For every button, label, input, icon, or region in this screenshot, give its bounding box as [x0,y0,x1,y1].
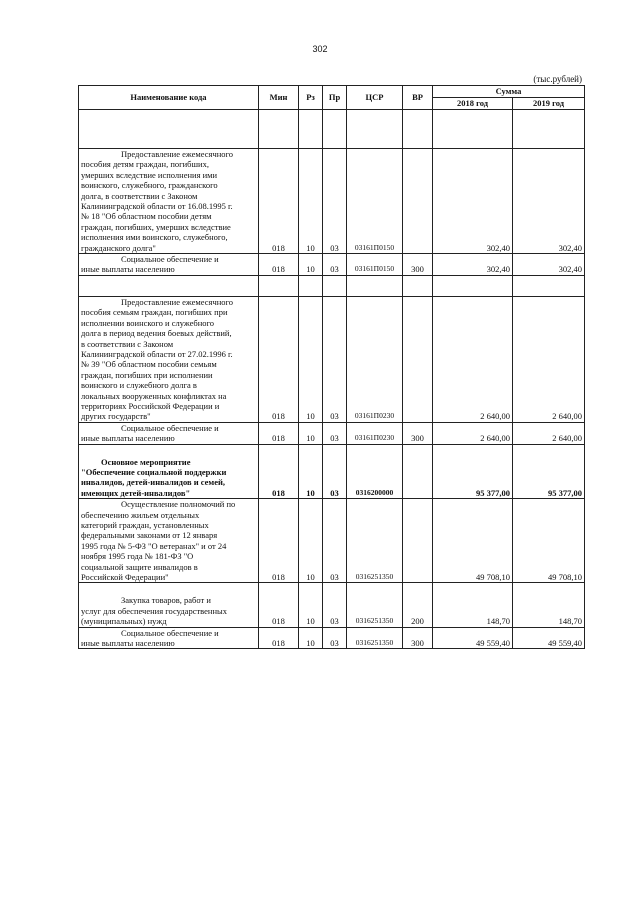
row-name: Предоставление ежемесячного пособия детям граждан, погибших, умерших вследствие исполнения ими воинского, служебного, гражданского долга, в соответствии с Законом Калининградской области от 16.08.1995 г. № 18 "Об областном пособии детям граждан, погибших, умерших вследствие исполнения ими воинского, служебного, гражданского долга" [79,149,259,254]
row-min: 018 [259,499,299,583]
table-row [79,583,585,627]
row-2018: 95 377,00 [433,444,513,499]
row-name: Основное мероприятие "Обеспечение социальной поддержки инвалидов, детей-инвалидов и семей, имеющих детей-инвалидов" [79,444,259,499]
row-2019: 302,40 [513,149,585,254]
row-pr: 03 [323,627,347,649]
row-name: Осуществление полномочий по обеспечению жильем отдельных категорий граждан, установленных федеральными законами от 12 января 1995 года № 5-ФЗ "О ветеранах" и от 24 ноября 1995 года № 181-ФЗ "О социальной защите инвалидов в Российской Федерации" [79,499,259,583]
row-min: 018 [259,149,299,254]
row-csr: 03161П0230 [347,422,403,444]
row-2019: 49 559,40 [513,627,585,649]
row-min: 018 [259,627,299,649]
row-min: 018 [259,422,299,444]
row-vr: 300 [403,422,433,444]
table-row [79,499,585,583]
row-vr [403,149,433,254]
row-name: Предоставление ежемесячного пособия семьям граждан, погибших при исполнении воинского и служебного долга в период ведения боевых действий, в соответствии с Законом Калининградской области от 27.02.1996 г. № 39 "Об областном пособии семьям граждан, погибших при исполнении воинского и служебного долга в локальных вооруженных конфликтах на территориях Российской Федерации и других государств" [79,296,259,422]
row-rz: 10 [299,583,323,627]
table-row [79,422,585,444]
row-2018: 2 640,00 [433,422,513,444]
row-pr: 03 [323,149,347,254]
row-2019: 2 640,00 [513,422,585,444]
row-name: Социальное обеспечение и иные выплаты населению [79,627,259,649]
row-vr: 300 [403,254,433,276]
table-row [79,149,585,254]
spacer-row [79,275,585,296]
row-2018: 302,40 [433,149,513,254]
table-row [79,254,585,276]
row-csr: 0316251350 [347,499,403,583]
row-csr: 03161П0230 [347,296,403,422]
row-min: 018 [259,254,299,276]
row-vr [403,444,433,499]
row-name: Закупка товаров, работ и услуг для обеспечения государственных (муниципальных) нужд [79,583,259,627]
row-rz: 10 [299,627,323,649]
row-rz: 10 [299,499,323,583]
units-label: (тыс.рублей) [533,74,582,84]
row-2018: 49 708,10 [433,499,513,583]
row-rz: 10 [299,254,323,276]
header-pr: Пр [323,86,347,110]
row-min: 018 [259,444,299,499]
page-number: 302 [312,44,328,54]
row-rz: 10 [299,149,323,254]
header-vr: ВР [403,86,433,110]
header-rz: Рз [299,86,323,110]
table-row [79,627,585,649]
row-rz: 10 [299,296,323,422]
row-csr: 03161П0150 [347,254,403,276]
row-pr: 03 [323,254,347,276]
row-min: 018 [259,583,299,627]
row-2019: 302,40 [513,254,585,276]
row-vr [403,296,433,422]
spacer-row [79,110,585,149]
header-csr: ЦСР [347,86,403,110]
row-rz: 10 [299,444,323,499]
row-csr: 0316251350 [347,583,403,627]
row-2019: 2 640,00 [513,296,585,422]
row-2019: 148,70 [513,583,585,627]
row-vr: 300 [403,627,433,649]
header-2018: 2018 год [433,98,513,110]
row-2018: 148,70 [433,583,513,627]
row-2018: 2 640,00 [433,296,513,422]
budget-table [78,85,585,649]
table-row [79,444,585,499]
row-name: Социальное обеспечение и иные выплаты населению [79,422,259,444]
header-name: Наименование кода [79,86,259,110]
row-2018: 302,40 [433,254,513,276]
header-sum: Сумма [433,86,585,98]
row-csr: 0316200000 [347,444,403,499]
row-2018: 49 559,40 [433,627,513,649]
row-2019: 49 708,10 [513,499,585,583]
row-name: Социальное обеспечение и иные выплаты населению [79,254,259,276]
row-pr: 03 [323,583,347,627]
row-min: 018 [259,296,299,422]
header-min: Мин [259,86,299,110]
row-vr: 200 [403,583,433,627]
row-pr: 03 [323,422,347,444]
header-2019: 2019 год [513,98,585,110]
row-vr [403,499,433,583]
row-csr: 0316251350 [347,627,403,649]
row-pr: 03 [323,296,347,422]
row-pr: 03 [323,499,347,583]
table-row [79,296,585,422]
row-2019: 95 377,00 [513,444,585,499]
row-rz: 10 [299,422,323,444]
row-pr: 03 [323,444,347,499]
row-csr: 03161П0150 [347,149,403,254]
